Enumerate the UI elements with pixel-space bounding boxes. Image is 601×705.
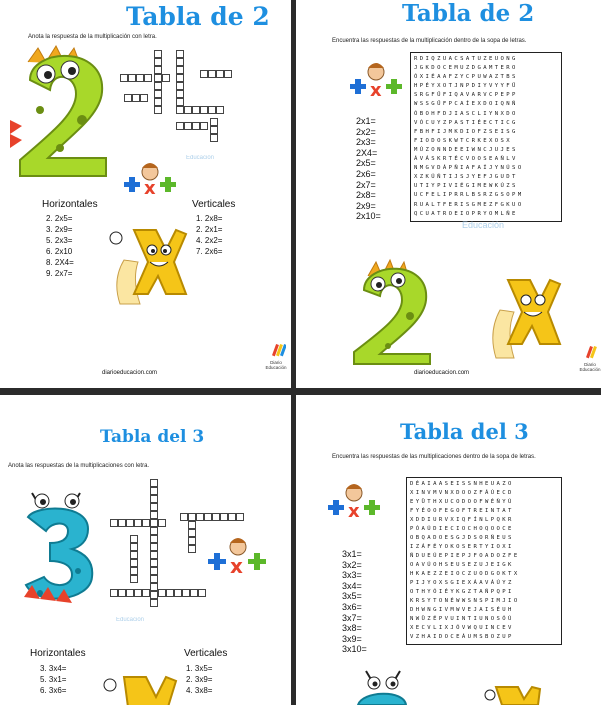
multiplication-list [356, 116, 381, 222]
clue-item: 4. 3x8= [186, 686, 213, 695]
crossword-grid [120, 50, 240, 150]
mult-item: 3x7= [342, 612, 362, 623]
x-mascot-illustration [482, 270, 562, 362]
instruction: Encuentra las respuestas de la multiplicación dentro de la sopa de letras. [332, 38, 527, 44]
mult-item: 2x10= [356, 211, 381, 222]
math-operators-kid-illustration [120, 162, 182, 202]
mult-item: 3x5= [342, 591, 362, 602]
clue-item: 5. 3x1= [40, 675, 67, 684]
clue-item: 1. 3x5= [186, 664, 213, 673]
watermark: Educación [462, 220, 505, 230]
math-operators-kid-illustration [204, 537, 270, 581]
svg-text:x: x [348, 501, 360, 522]
word-search-row: ÑDUEÚEPIEPJFOADOZFE [410, 553, 520, 559]
word-search-row: SRGFÜFIQAVARVCPEPP [414, 92, 518, 99]
word-search-row: NWÜZÉPVUINTIUNOSÓÚ [410, 616, 514, 622]
word-search-row: RUALTFERISGMEZFGKUO [414, 201, 524, 208]
mult-item: 2x2= [356, 126, 376, 137]
word-search-row: OAVÚOHSEUSEZUJEIGK [410, 562, 514, 568]
word-search-row: FIODOSKWTCRKEXOSX [414, 137, 513, 144]
horizontal-clues-list [46, 213, 74, 279]
word-search-row: DÉAIAASEISSNHEUAZO [410, 481, 514, 487]
x-mascot-illustration [482, 681, 542, 705]
footer-url: diarioeducacion.com [102, 370, 158, 376]
clue-item: 3. 3x4= [40, 664, 67, 673]
mult-item: 3x3= [342, 570, 362, 581]
word-search-row: XDDIURVXIQFÍNLPQKR [410, 517, 514, 523]
word-search-row: JGKDOCEMUZDGAMTERO [414, 65, 518, 72]
word-search-row: OBQADOESGJDSORÑEUS [410, 535, 514, 541]
clue-item: 2. 2x1= [196, 225, 223, 234]
page-title: Tabla del 3 [100, 427, 205, 447]
word-search-row: XECVLIXJÓVWQUINCEV [410, 625, 514, 631]
word-search-row: UCFELIPRRLBSRZGSOPM [414, 192, 524, 199]
clue-item: 6. 3x6= [40, 686, 67, 695]
pencil-logo-icon [272, 342, 286, 358]
svg-text:x: x [230, 554, 243, 578]
x-mascot-illustration [104, 220, 188, 308]
number-three-monster-illustration [18, 489, 102, 609]
word-search-row: ÓXIÉAAFZYCPUWAZTBS [414, 74, 518, 81]
horizontales-header: Horizontales [30, 648, 86, 659]
brand-label: Diario Educación [579, 362, 601, 372]
word-search-row: VZHAIDOCEÁUMSBOZUP [410, 634, 514, 640]
instruction: Anota las respuestas de la multiplicaciones con letra. [8, 463, 150, 469]
instruction: Encuentra las respuestas de las multiplicaciones dentro de la sopa de letras. [332, 454, 536, 460]
word-search-row: UTIYPIVIÉGIMEWKÚZS [414, 183, 518, 190]
page-title: Tabla del 3 [400, 419, 529, 444]
mult-item: 3x8= [342, 623, 362, 634]
mult-item: 3x10= [342, 644, 367, 655]
svg-text:x: x [144, 178, 156, 199]
mult-item: 3x2= [342, 559, 362, 570]
number-two-monster-illustration [348, 256, 440, 366]
mult-item: 3x9= [342, 633, 362, 644]
clue-item: 9. 2x7= [46, 269, 73, 278]
pencil-logo-icon [586, 344, 600, 360]
word-search-row: EYÜTHXUCODOOFWÉÑYÚ [410, 499, 514, 505]
horizontal-clues-list [40, 663, 66, 696]
x-mascot-illustration [98, 667, 178, 705]
word-search-row: QCUATROEIOPRYOMLÑE [414, 210, 518, 217]
word-search-row: DHWNGIVMWVEJAISÉUH [410, 607, 514, 613]
clue-item: 1. 2x8= [196, 214, 223, 223]
clue-item: 6. 2x10 [46, 247, 73, 256]
word-search-row: KRSYTONÉWWSNSPIMJIO [410, 598, 520, 604]
mult-item: 2x8= [356, 190, 376, 201]
number-three-monster-illustration [354, 667, 410, 705]
vertical-clues-list [186, 663, 212, 696]
word-search-row: HKAEZZEIOCZUODGOKTX [410, 571, 520, 577]
mult-item: 3x6= [342, 601, 362, 612]
word-search-row: VÓCUYZPASTIÉECTICG [414, 119, 518, 126]
word-search-row: NMGVDÁPÑIAFAÍJYNÚSO [414, 165, 524, 172]
word-search-row: OTHYÓIÉYKGZTAÑPQPI [410, 589, 514, 595]
worksheet-tabla-2-sopa [296, 0, 601, 388]
brand-label: Diario Educación [265, 360, 287, 370]
word-search-row: ÁVÁSKRTÉCVOOSEAÑLV [414, 156, 518, 163]
word-search-row: ÓBOHFDJIASCLIYNXDO [414, 110, 518, 117]
page-title: Tabla de 2 [126, 2, 270, 31]
word-search-row: FYÉOOFEGOFTREINTAT [410, 508, 514, 514]
mult-item: 2x6= [356, 168, 376, 179]
word-search-row: XINVMVNXDOOZFÁÚECD [410, 490, 514, 496]
watermark: Educación [116, 617, 145, 623]
mult-item: 2x5= [356, 158, 376, 169]
vertical-clues-list [196, 213, 222, 257]
clue-item: 4. 2x2= [196, 236, 223, 245]
word-search-row: RDIQZUACSATUZEUONG [414, 56, 518, 62]
horizontales-header: Horizontales [42, 199, 98, 210]
math-operators-kid-illustration [324, 483, 386, 527]
clue-item: 2. 3x9= [186, 675, 213, 684]
word-search-row: HPÉYXOTJNPDIYVYYFÜ [414, 83, 518, 90]
math-operators-kid-illustration [346, 62, 408, 108]
number-two-monster-illustration [10, 40, 122, 180]
word-search-row: XZKÚÑTIJSJYEFJGUDT [414, 174, 518, 181]
clue-item: 2. 2x5= [46, 214, 73, 223]
word-search-row: MÚZONNDEEIWNCJUJES [414, 146, 518, 153]
mult-item: 2x3= [356, 137, 376, 148]
mult-item: 2X4= [356, 147, 378, 158]
mult-item: 2x9= [356, 200, 376, 211]
multiplication-list [342, 549, 367, 655]
verticales-header: Verticales [192, 199, 236, 210]
clue-item: 7. 2x6= [196, 247, 223, 256]
instruction: Anota la respuesta de la multiplicación con letra. [28, 34, 157, 40]
word-search-row: IZÁFÉYOKOSERTYIOXI [410, 544, 514, 550]
word-search-grid [406, 477, 562, 645]
footer-url: diarioeducacion.com [414, 370, 470, 376]
clue-item: 3. 2x9= [46, 225, 73, 234]
svg-text:x: x [370, 80, 382, 101]
clue-item: 8. 2X4= [46, 258, 74, 267]
word-search-row: FBHFIJMKDIOFZSEISG [414, 128, 518, 135]
worksheet-tabla-3-sopa [296, 395, 601, 705]
word-search-row: PÓAÚDIECIOCHOQOOCE [410, 526, 514, 532]
watermark: Educación [186, 155, 215, 161]
page-title: Tabla de 2 [402, 0, 535, 27]
word-search-row: PIJYOXSGIEXÁAVÁÚYZ [410, 580, 514, 586]
verticales-header: Verticales [184, 648, 228, 659]
clue-item: 5. 2x3= [46, 236, 73, 245]
worksheet-tabla-2-crucigrama [0, 0, 291, 388]
mult-item: 2x1= [356, 116, 376, 126]
mult-item: 2x7= [356, 179, 376, 190]
mult-item: 3x1= [342, 549, 362, 559]
worksheet-tabla-3-crucigrama [0, 395, 291, 705]
word-search-grid [410, 52, 562, 222]
word-search-row: WSSGÜFPCAÍEXDOIQNÑ [414, 101, 518, 108]
mult-item: 3x4= [342, 580, 362, 591]
